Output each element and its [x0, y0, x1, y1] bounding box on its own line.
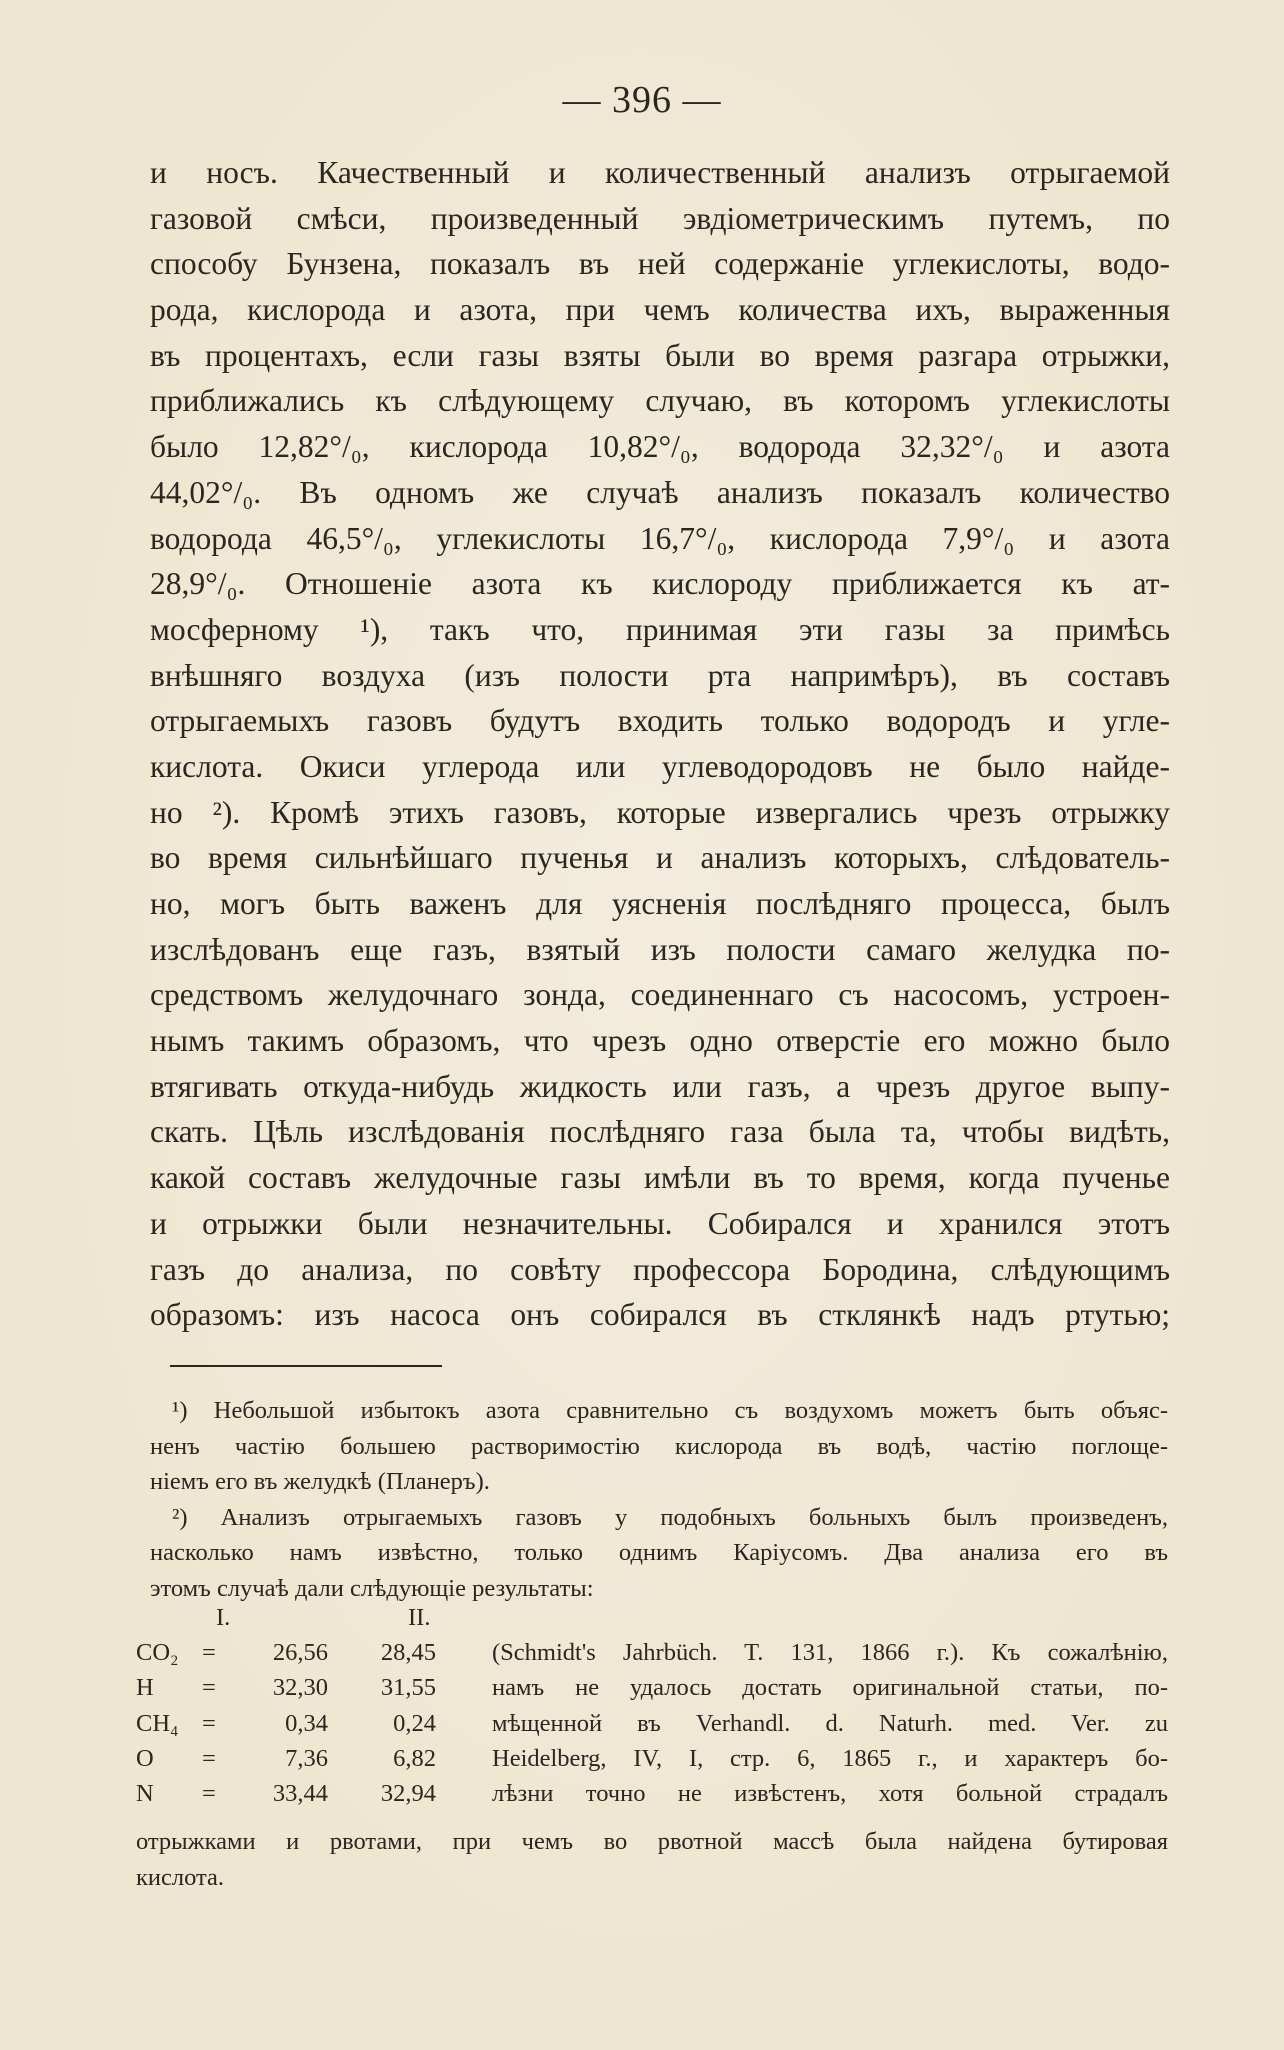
text-line: въ процентахъ, если газы взяты были во время разгара отрыжки,	[150, 337, 1170, 373]
gas-analysis-table	[136, 1601, 1168, 1811]
value-ii: 6,82	[393, 1744, 436, 1772]
footnote-2-line: этомъ случаѣ дали слѣдующіе результаты:	[150, 1574, 594, 1602]
footnote-2-line: ²) Анализъ отрыгаемыхъ газовъ у подобныхъ больныхъ былъ произведенъ,	[172, 1503, 1168, 1531]
value-ii: 28,45	[380, 1639, 436, 1666]
text-line: 44,02°/₀. Въ одномъ же случаѣ анализъ показалъ количество	[150, 474, 1170, 510]
footnote-2-line: насколько намъ извѣстно, только однимъ Каріусомъ. Два анализа его въ	[150, 1539, 1168, 1567]
text-line: кислота. Окиси углерода или углеводородовъ не было найде-	[150, 748, 1170, 784]
footnote-text: Heidelberg, IV, I, стр. 6, 1865 г., и характеръ бо-	[492, 1744, 1168, 1772]
text-line: внѣшняго воздуха (изъ полости рта напримѣръ), въ составъ	[150, 657, 1170, 693]
footnote-text: лѣзни точно не извѣстенъ, хотя больной страдалъ	[492, 1780, 1168, 1808]
value-ii: 31,55	[380, 1674, 436, 1702]
text-line: отрыгаемыхъ газовъ будутъ входить только водородъ и угле-	[150, 703, 1170, 739]
value-i: 7,36	[285, 1744, 328, 1772]
footnote-text: (Schmidt's Jahrbüch. T. 131, 1866 г.). Къ сожалѣнію,	[492, 1639, 1168, 1666]
column-header-ii: II.	[408, 1604, 431, 1631]
text-line: способу Бунзена, показалъ въ ней содержаніе углекислоты, водо-	[150, 246, 1170, 282]
text-line: образомъ: изъ насоса онъ собирался въ стклянкѣ надъ ртутью;	[150, 1297, 1170, 1333]
text-line: и носъ. Качественный и количественный анализъ отрыгаемой	[150, 155, 1170, 190]
text-line: и отрыжки были незначительны. Собирался и хранился этотъ	[150, 1205, 1170, 1241]
footnote-1-line: ненъ частію большею растворимостію кислорода въ водѣ, частію поглоще-	[150, 1432, 1168, 1460]
text-line: рода, кислорода и азота, при чемъ количества ихъ, выраженныя	[150, 292, 1170, 328]
value-i: 0,34	[285, 1709, 328, 1737]
footnote-text: намъ не удалось достать оригинальной статьи, по-	[492, 1674, 1168, 1702]
text-line: какой составъ желудочные газы имѣли въ то время, когда пученье	[150, 1160, 1170, 1196]
value-i: 32,30	[272, 1674, 328, 1702]
text-line: мосферному ¹), такъ что, принимая эти газы за примѣсь	[150, 611, 1170, 647]
text-line: но ²). Кромѣ этихъ газовъ, которые извергались чрезъ отрыжку	[150, 794, 1170, 830]
table-row	[136, 1741, 1168, 1776]
text-line: водорода 46,5°/₀, углекислоты 16,7°/₀, кислорода 7,9°/₀ и азота	[150, 520, 1170, 556]
value-ii: 0,24	[393, 1709, 436, 1737]
text-line: средствомъ желудочнаго зонда, соединеннаго съ насосомъ, устроен-	[150, 977, 1170, 1013]
equals-sign: =	[202, 1744, 216, 1772]
footnote-2-line: кислота.	[136, 1863, 225, 1891]
equals-sign: =	[202, 1674, 216, 1702]
value-i: 26,56	[272, 1639, 328, 1666]
value-ii: 32,94	[380, 1780, 436, 1808]
table-row	[136, 1706, 1168, 1741]
footnote-1-line: ¹) Небольшой избытокъ азота сравнительно съ воздухомъ можетъ быть объяс-	[172, 1397, 1168, 1424]
value-i: 33,44	[272, 1780, 328, 1808]
footnote-1-line: ніемъ его въ желудкѣ (Планеръ).	[150, 1468, 490, 1496]
text-line: но, могъ быть важенъ для уясненія послѣдняго процесса, былъ	[150, 886, 1170, 921]
text-line: во время сильнѣйшаго пученья и анализъ которыхъ, слѣдователь-	[150, 840, 1170, 876]
text-line: 28,9°/₀. Отношеніе азота къ кислороду приближается къ ат-	[150, 566, 1170, 602]
gas-symbol: H	[136, 1674, 154, 1702]
table-row	[136, 1670, 1168, 1705]
main-text	[150, 150, 1170, 1338]
text-line: изслѣдованъ еще газъ, взятый изъ полости самаго желудка по-	[150, 931, 1170, 967]
equals-sign: =	[202, 1639, 216, 1666]
gas-symbol: CO₂	[136, 1639, 179, 1666]
footnote-divider	[170, 1365, 442, 1367]
text-line: нымъ такимъ образомъ, что чрезъ одно отверстіе его можно было	[150, 1023, 1170, 1059]
text-line: газовой смѣси, произведенный эвдіометрическимъ путемъ, по	[150, 200, 1170, 236]
table-header-row	[136, 1601, 1168, 1635]
page-number: — 396 —	[562, 79, 722, 121]
text-line: скать. Цѣль изслѣдованія послѣдняго газа была та, чтобы видѣть,	[150, 1114, 1170, 1150]
footnotes	[150, 1393, 1168, 1607]
equals-sign: =	[202, 1780, 216, 1808]
gas-symbol: CH₄	[136, 1709, 179, 1737]
column-header-i: I.	[216, 1604, 231, 1631]
equals-sign: =	[202, 1709, 216, 1737]
text-line: втягивать откуда-нибудь жидкость или газъ, а чрезъ другое выпу-	[150, 1068, 1170, 1104]
table-row	[136, 1776, 1168, 1811]
footnote-2-continuation	[136, 1824, 1168, 1895]
footnote-2-line: отрыжками и рвотами, при чемъ во рвотной массѣ была найдена бутировая	[136, 1828, 1168, 1855]
text-line: приближались къ слѣдующему случаю, въ которомъ углекислоты	[150, 383, 1170, 419]
table-row	[136, 1635, 1168, 1670]
gas-symbol: O	[136, 1744, 154, 1772]
gas-symbol: N	[136, 1780, 154, 1808]
text-line: газъ до анализа, по совѣту профессора Бородина, слѣдующимъ	[150, 1251, 1170, 1287]
text-line: было 12,82°/₀, кислорода 10,82°/₀, водорода 32,32°/₀ и азота	[150, 429, 1170, 465]
footnote-text: мѣщенной въ Verhandl. d. Naturh. med. Ver. zu	[492, 1709, 1168, 1737]
